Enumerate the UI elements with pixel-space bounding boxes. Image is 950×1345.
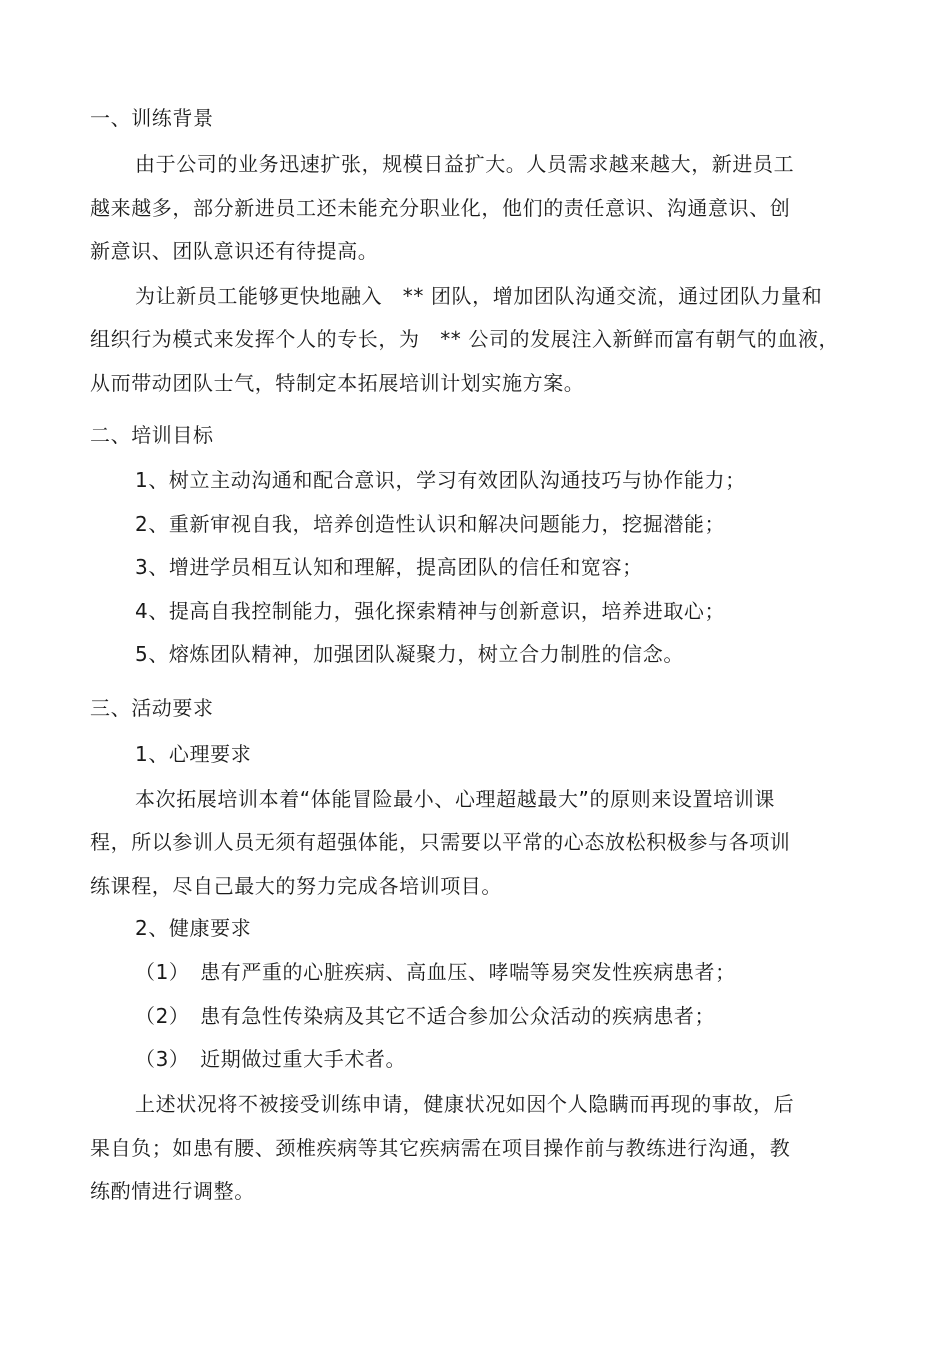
- paragraph-line: 新意识、团队意识还有待提高。: [90, 239, 379, 263]
- paragraph-line: 由于公司的业务迅速扩张，规模日益扩大。人员需求越来越大，新进员工: [135, 152, 795, 176]
- paragraph-line: 果自负；如患有腰、颈椎疾病等其它疾病需在项目操作前与教练进行沟通，教: [90, 1136, 791, 1160]
- paragraph-line: 练酌情进行调整。: [90, 1179, 255, 1203]
- list-item: 5、熔炼团队精神，加强团队凝聚力，树立合力制胜的信念。: [135, 642, 684, 666]
- sub-heading-1: 1、心理要求: [135, 742, 252, 766]
- paragraph-line: 程，所以参训人员无须有超强体能，只需要以平常的心态放松积极参与各项训: [90, 830, 791, 854]
- paragraph-line: 为让新员工能够更快地融入 ** 团队，增加团队沟通交流，通过团队力量和: [135, 284, 823, 308]
- list-item: 1、树立主动沟通和配合意识，学习有效团队沟通技巧与协作能力；: [135, 468, 746, 492]
- condition-item: （1） 患有严重的心脏疾病、高血压、哮喘等易突发性疾病患者；: [135, 960, 736, 984]
- list-item: 4、提高自我控制能力，强化探索精神与创新意识，培养进取心；: [135, 599, 726, 623]
- paragraph-line: 组织行为模式来发挥个人的专长，为 ** 公司的发展注入新鲜而富有朝气的血液，: [90, 327, 840, 351]
- paragraph-line: 本次拓展培训本着“体能冒险最小、心理超越最大”的原则来设置培训课: [135, 787, 775, 811]
- paragraph-line: 上述状况将不被接受训练申请，健康状况如因个人隐瞒而再现的事故，后: [135, 1092, 795, 1116]
- paragraph-line: 越来越多，部分新进员工还未能充分职业化，他们的责任意识、沟通意识、创: [90, 196, 791, 220]
- section-heading-3: 三、活动要求: [90, 696, 214, 720]
- paragraph-line: 从而带动团队士气，特制定本拓展培训计划实施方案。: [90, 371, 585, 395]
- paragraph-line: 练课程，尽自己最大的努力完成各培训项目。: [90, 874, 502, 898]
- condition-item: （3） 近期做过重大手术者。: [135, 1047, 407, 1071]
- condition-item: （2） 患有急性传染病及其它不适合参加公众活动的疾病患者；: [135, 1004, 716, 1028]
- list-item: 3、增进学员相互认知和理解，提高团队的信任和宽容；: [135, 555, 643, 579]
- list-item: 2、重新审视自我，培养创造性认识和解决问题能力，挖掘潜能；: [135, 512, 726, 536]
- section-heading-1: 一、训练背景: [90, 106, 214, 130]
- section-heading-2: 二、培训目标: [90, 423, 214, 447]
- sub-heading-2: 2、健康要求: [135, 916, 252, 940]
